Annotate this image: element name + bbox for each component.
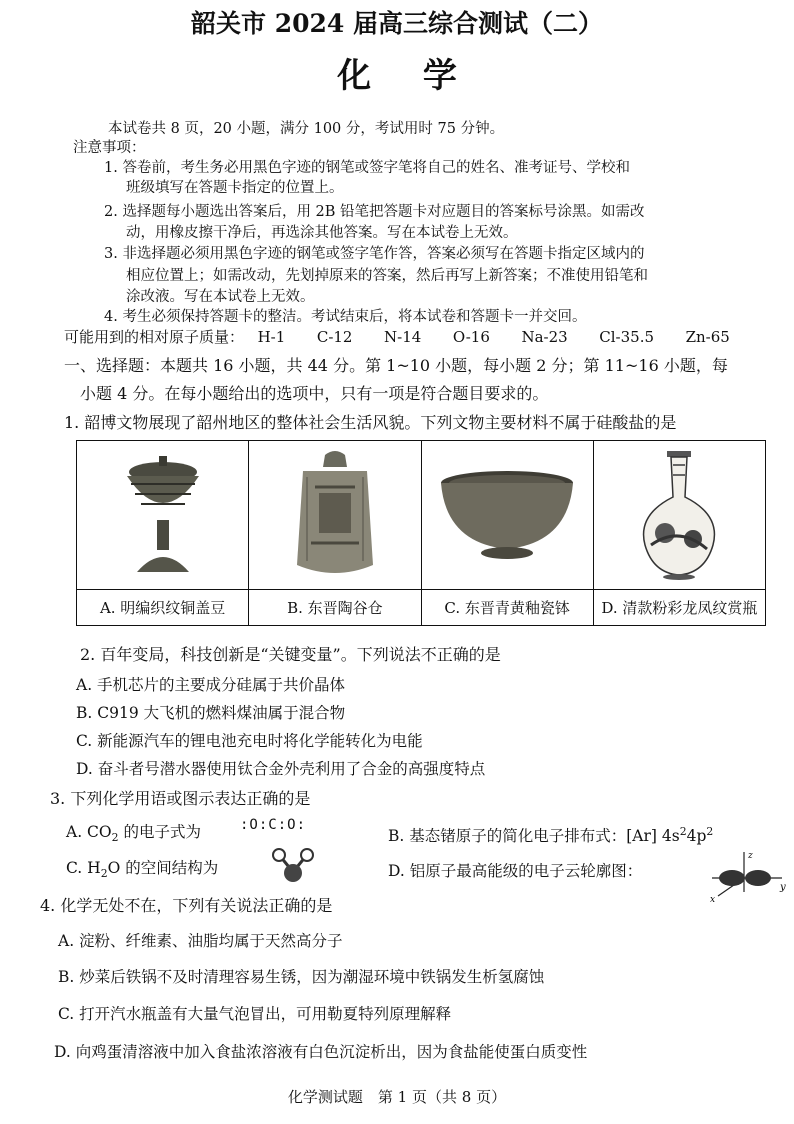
atomic-mass-item: N-14	[384, 328, 422, 346]
artifact-cell	[422, 441, 594, 625]
q2-option: C. 新能源汽车的锂电池充电时将化学能转化为电能	[76, 732, 423, 750]
notice-line: 4. 考生必须保持答题卡的整洁。考试结束后，将本试卷和答题卡一并交回。	[104, 309, 587, 325]
atomic-mass-item: C-12	[316, 328, 353, 346]
artifact-caption: D. 清款粉彩龙凤纹赏瓶	[601, 599, 758, 617]
celadon-bowl-image	[422, 441, 593, 590]
artifact-caption: C. 东晋青黄釉瓷钵	[444, 599, 570, 617]
q3-option-c: C. $H_2O$ 的空间结构为	[66, 859, 219, 881]
notice-heading: 注意事项：	[73, 140, 146, 156]
artifact-caption: A. 明编织纹铜盖豆	[99, 599, 226, 617]
q3-option-d: D. 铝原子最高能级的电子云轮廓图：	[388, 862, 643, 880]
artifact-cell	[249, 441, 421, 625]
atomic-mass-item: H-1	[257, 328, 286, 346]
notice-line: 涂改液。写在本试卷上无效。	[126, 289, 315, 305]
axis-label-z: z	[748, 851, 753, 861]
page-footer: 化学测试题 第 1 页（共 8 页）	[287, 1088, 507, 1106]
atomic-mass-item: O-16	[452, 328, 490, 346]
artifact-caption: B. 东晋陶谷仓	[287, 599, 383, 617]
section-heading-cont: 小题 4 分。在每小题给出的选项中，只有一项是符合题目要求的。	[80, 384, 549, 403]
atomic-mass-line	[64, 328, 730, 346]
section-heading: 一、选择题：本题共 16 小题，共 44 分。第 1~10 小题，每小题 2 分；第 11~16 小题，每	[64, 356, 728, 375]
bronze-dou-image	[77, 441, 248, 590]
intro-text: 本试卷共 8 页，20 小题，满分 100 分，考试用时 75 分钟。	[108, 121, 505, 137]
question-1-stem: 1. 韶博文物展现了韶州地区的整体社会生活风貌。下列文物主要材料不属于硅酸盐的是	[64, 413, 677, 432]
axis-label-y: y	[780, 882, 786, 893]
artifact-cell	[77, 441, 249, 625]
q2-option: A. 手机芯片的主要成分硅属于共价晶体	[76, 676, 346, 694]
famille-rose-vase-image	[594, 441, 765, 590]
pottery-granary-image	[249, 441, 420, 590]
q2-option: D. 奋斗者号潜水器使用钛合金外壳利用了合金的高强度特点	[76, 760, 486, 778]
notice-line: 2. 选择题每小题选出答案后，用 2B 铅笔把答题卡对应题目的答案标号涂黑。如需改	[104, 204, 645, 220]
atomic-mass-item: Zn-65	[685, 328, 730, 346]
p-orbital-diagram-icon	[704, 848, 788, 904]
co2-electron-formula: :O:C:O:	[240, 817, 307, 833]
notice-line: 1. 答卷前，考生务必用黑色字迹的钢笔或签字笔将自己的姓名、准考证号、学校和	[104, 160, 630, 176]
question-2-stem: 2. 百年变局，科技创新是“关键变量”。下列说法不正确的是	[80, 645, 501, 664]
q4-option: B. 炒菜后铁锅不及时清理容易生锈，因为潮湿环境中铁锅发生析氢腐蚀	[58, 968, 545, 986]
subject-title: 化 学	[337, 56, 477, 96]
axis-label-x: x	[710, 895, 716, 904]
q4-option: A. 淀粉、纤维素、油脂均属于天然高分子	[58, 932, 343, 950]
notice-line: 相应位置上；如需改动，先划掉原来的答案，然后再写上新答案；不准使用铅笔和	[126, 268, 648, 284]
q4-option: C. 打开汽水瓶盖有大量气泡冒出，可用勒夏特列原理解释	[58, 1005, 452, 1023]
artifact-cell	[594, 441, 765, 625]
atomic-mass-item: Na-23	[521, 328, 568, 346]
artifact-table	[76, 440, 766, 626]
q3-option-b: B. 基态锗原子的简化电子排布式：[Ar] $4s^24p^2$	[388, 825, 714, 846]
q2-option: B. C919 大飞机的燃料煤油属于混合物	[76, 704, 346, 722]
q4-option: D. 向鸡蛋清溶液中加入食盐浓溶液有白色沉淀析出，因为食盐能使蛋白质变性	[54, 1043, 588, 1061]
notice-line: 动，用橡皮擦干净后，再选涂其他答案。写在本试卷上无效。	[126, 225, 518, 241]
question-4-stem: 4. 化学无处不在，下列有关说法正确的是	[40, 896, 333, 915]
exam-title: 韶关市 2024 届高三综合测试（二）	[191, 9, 603, 38]
question-3-stem: 3. 下列化学用语或图示表达正确的是	[50, 789, 311, 808]
water-molecule-model-icon	[268, 846, 318, 886]
atomic-mass-item: Cl-35.5	[599, 328, 655, 346]
notice-line: 3. 非选择题必须用黑色字迹的钢笔或签字笔作答，答案必须写在答题卡指定区域内的	[104, 246, 645, 262]
atomic-mass-label: 可能用到的相对原子质量：	[64, 328, 245, 346]
notice-line: 班级填写在答题卡指定的位置上。	[126, 180, 344, 196]
q3-option-a: A. $CO_2$ 的电子式为	[66, 823, 201, 845]
